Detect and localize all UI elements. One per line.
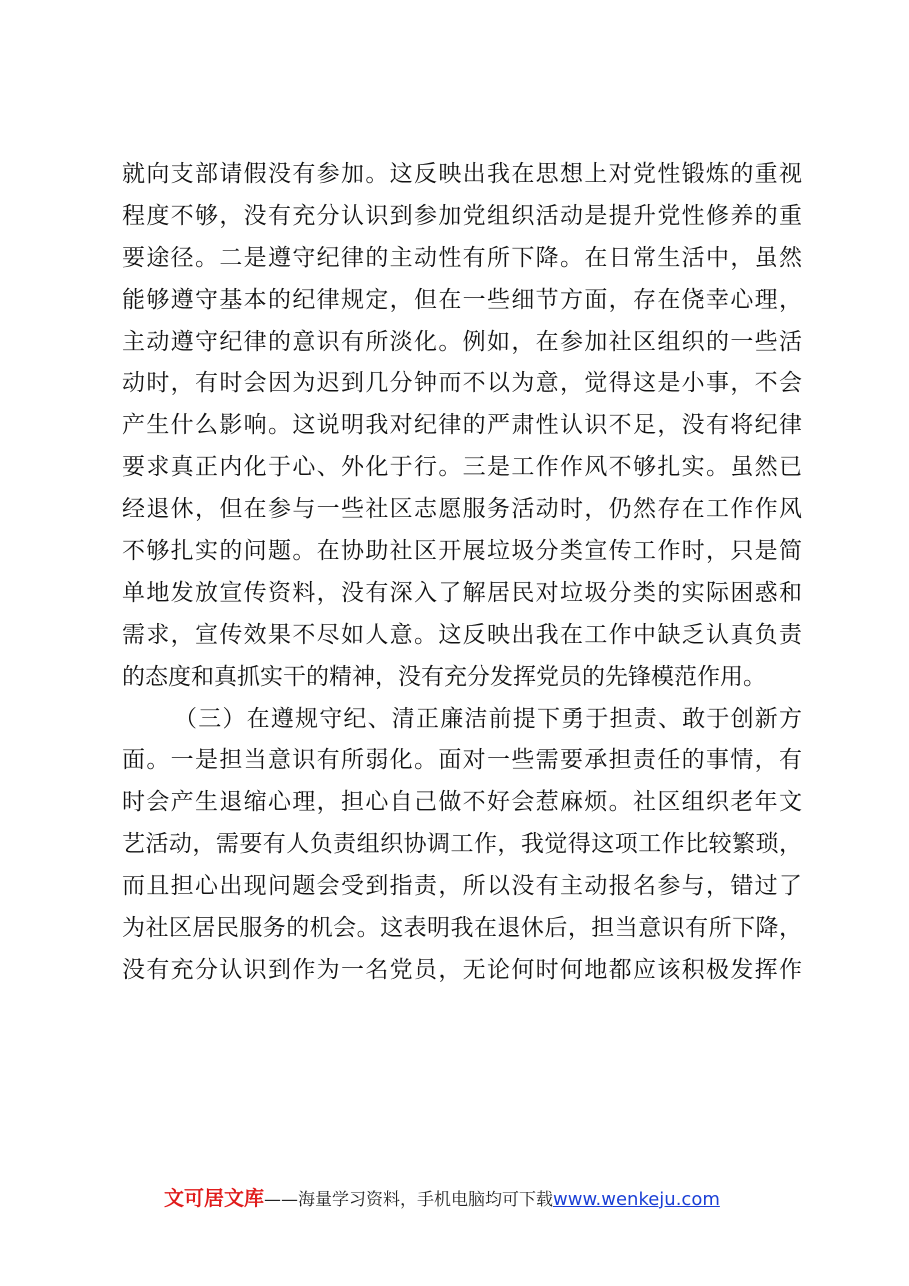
text-line: 没有充分认识到作为一名党员，无论何时何地都应该积极发挥作 bbox=[122, 956, 802, 983]
document-body bbox=[122, 163, 802, 1001]
text-line: 就向支部请假没有参加。这反映出我在思想上对党性锻炼的重视 bbox=[122, 161, 802, 187]
text-line: 主动遵守纪律的意识有所淡化。例如，在参加社区组织的一些活 bbox=[122, 328, 802, 355]
section-heading-line: （三）在遵规守纪、清正廉洁前提下勇于担责、敢于创新方 bbox=[174, 705, 802, 732]
text-line: 产生什么影响。这说明我对纪律的严肃性认识不足，没有将纪律 bbox=[122, 412, 802, 439]
text-line: 时会产生退缩心理，担心自己做不好会惹麻烦。社区组织老年文 bbox=[122, 789, 802, 816]
text-line: 能够遵守基本的纪律规定，但在一些细节方面，存在侥幸心理， bbox=[122, 286, 802, 313]
text-line: 为社区居民服务的机会。这表明我在退休后，担当意识有所下降， bbox=[122, 915, 802, 942]
text-line: 经退休，但在参与一些社区志愿服务活动时，仍然存在工作作风 bbox=[122, 496, 802, 523]
footer-banner bbox=[164, 1184, 784, 1212]
text-line: 不够扎实的问题。在协助社区开展垃圾分类宣传工作时，只是简 bbox=[122, 538, 802, 565]
paragraph-end-line: 的态度和真抓实干的精神，没有充分发挥党员的先锋模范作用。 bbox=[122, 663, 766, 690]
text-line: 要途径。二是遵守纪律的主动性有所下降。在日常生活中，虽然 bbox=[122, 244, 802, 271]
text-line: 需求，宣传效果不尽如人意。这反映出我在工作中缺乏认真负责 bbox=[122, 621, 802, 648]
text-line: 动时，有时会因为迟到几分钟而不以为意，觉得这是小事，不会 bbox=[122, 370, 802, 397]
text-line: 单地发放宣传资料，没有深入了解居民对垃圾分类的实际困惑和 bbox=[122, 579, 802, 606]
text-line: 要求真正内化于心、外化于行。三是工作作风不够扎实。虽然已 bbox=[122, 454, 802, 481]
footer-tagline: ——海量学习资料，手机电脑均可下载 bbox=[264, 1190, 553, 1210]
text-line: 程度不够，没有充分认识到参加党组织活动是提升党性修养的重 bbox=[122, 202, 802, 229]
text-line: 面。一是担当意识有所弱化。面对一些需要承担责任的事情，有 bbox=[122, 747, 802, 774]
text-line: 艺活动，需要有人负责组织协调工作，我觉得这项工作比较繁琐， bbox=[122, 831, 802, 858]
footer-website-link[interactable]: www.wenkeju.com bbox=[553, 1189, 720, 1210]
footer-brand: 文可居文库 bbox=[164, 1186, 264, 1210]
text-line: 而且担心出现问题会受到指责，所以没有主动报名参与，错过了 bbox=[122, 873, 802, 900]
